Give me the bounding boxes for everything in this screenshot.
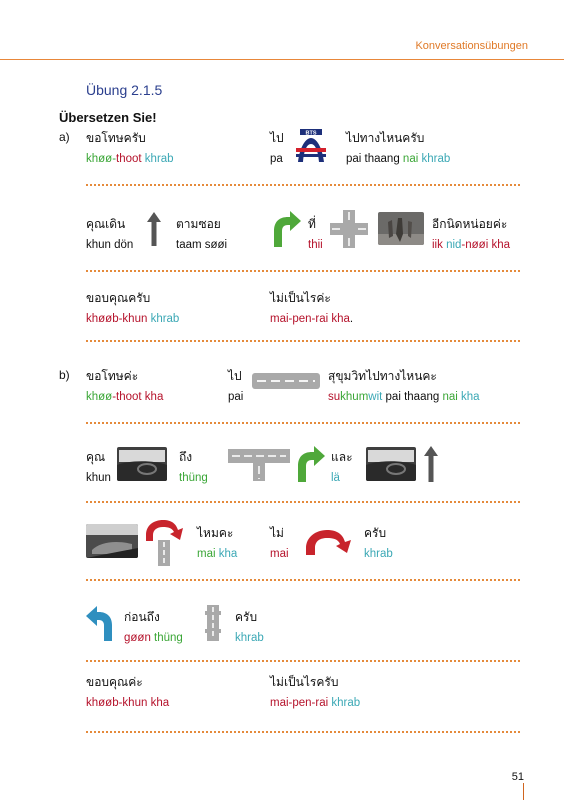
- thai-text: ไม่เป็นไรครับ: [270, 675, 339, 689]
- car-interior-photo: [86, 524, 138, 558]
- exercise-title: Übung 2.1.5: [86, 82, 163, 98]
- left-turn-arrow-icon: [86, 605, 116, 646]
- transliteration: lä: [331, 472, 340, 484]
- transliteration: mai-pen-rai khrab: [270, 697, 361, 709]
- transliteration: khun: [86, 472, 111, 484]
- answer-line[interactable]: [86, 184, 520, 186]
- transliteration: sukhumwit pai thaang nai kha: [328, 391, 480, 403]
- dashed-road-icon: [252, 373, 320, 394]
- thai-text: ถึง: [179, 450, 193, 464]
- thai-text: ครับ: [235, 610, 258, 624]
- transliteration: iik nid-nøøi kha: [432, 239, 510, 251]
- a-r1-word3: [346, 129, 450, 165]
- a-r3-word2: [270, 289, 353, 325]
- b-r3-word3: [364, 524, 393, 560]
- thai-text: ขอโทษค่ะ: [86, 369, 139, 383]
- u-turn-arrow-icon: [302, 529, 352, 560]
- thai-text: ขอบคุณค่ะ: [86, 675, 143, 689]
- a-r1-word2: [270, 129, 284, 165]
- straight-road-icon: [158, 540, 170, 571]
- b-r3-word2: [270, 524, 289, 560]
- a-r1-word1: [86, 129, 174, 165]
- transliteration: thii: [308, 239, 323, 251]
- right-turn-arrow-icon: [270, 209, 302, 252]
- page-number: 51: [511, 771, 524, 783]
- transliteration: khøøb-khun kha: [86, 697, 170, 709]
- transliteration: pai: [228, 391, 244, 403]
- transliteration: gøøn thüng: [124, 632, 183, 644]
- thai-text: ที่: [308, 217, 316, 231]
- t-junction-icon: [228, 449, 290, 486]
- running-header: Konversationsübungen: [415, 40, 528, 52]
- thai-text: ไม่เป็นไรค่ะ: [270, 291, 331, 305]
- transliteration: pa: [270, 153, 283, 165]
- thai-text: และ: [331, 450, 353, 464]
- transliteration: khøø-thoot khrab: [86, 153, 174, 165]
- transliteration: thüng: [179, 472, 208, 484]
- up-arrow-icon: [147, 212, 161, 251]
- b-r2-word3: [331, 448, 353, 484]
- thai-text: สุขุมวิทไปทางไหนคะ: [328, 369, 437, 383]
- transliteration: mai: [270, 548, 289, 560]
- up-arrow-icon: [424, 446, 438, 487]
- transliteration: taam søøi: [176, 239, 228, 251]
- car-photo: [117, 447, 167, 481]
- transliteration: pai thaang nai khrab: [346, 153, 451, 165]
- exercise-instruction: Übersetzen Sie!: [59, 110, 157, 125]
- transliteration: khøø-thoot kha: [86, 391, 164, 403]
- thai-text: ไปทางไหนครับ: [346, 131, 425, 145]
- answer-line[interactable]: [86, 501, 520, 503]
- bts-logo-icon: [294, 128, 328, 164]
- thai-text: ครับ: [364, 526, 387, 540]
- thai-text: ไป: [228, 369, 242, 383]
- thai-text: คุณ: [86, 450, 106, 464]
- answer-line[interactable]: [86, 660, 520, 662]
- car-photo: [366, 447, 416, 481]
- b-r4-word1: [124, 608, 183, 644]
- street-photo: [378, 212, 424, 245]
- answer-line[interactable]: [86, 270, 520, 272]
- answer-line[interactable]: [86, 422, 520, 424]
- transliteration: khun dön: [86, 239, 134, 251]
- b-r2-word1: [86, 448, 111, 484]
- thai-text: ไม่: [270, 526, 284, 540]
- b-r5-word1: [86, 673, 169, 709]
- transliteration: khøøb-khun khrab: [86, 313, 180, 325]
- thai-text: คุณเดิน: [86, 217, 126, 231]
- b-r4-word2: [235, 608, 264, 644]
- page-marker: [523, 783, 524, 800]
- section-b-label: b): [59, 368, 70, 382]
- answer-line[interactable]: [86, 579, 520, 581]
- right-turn-arrow-icon: [294, 444, 326, 487]
- transliteration: khrab: [364, 548, 393, 560]
- section-a-label: a): [59, 130, 70, 144]
- thai-text: ก่อนถึง: [124, 610, 160, 624]
- header-rule: [0, 59, 564, 60]
- answer-line[interactable]: [86, 340, 520, 342]
- thai-text: ขอบคุณครับ: [86, 291, 151, 305]
- a-r2-word1: [86, 215, 133, 251]
- b-r2-word2: [179, 448, 208, 484]
- svg-text:BTS: BTS: [305, 130, 317, 137]
- thai-text: ขอโทษครับ: [86, 131, 146, 145]
- a-r2-word2: [176, 215, 227, 251]
- transliteration: mai-pen-rai kha.: [270, 313, 354, 325]
- thai-text: ไหมคะ: [197, 526, 234, 540]
- thai-text: ไป: [270, 131, 284, 145]
- straight-road-icon: [205, 605, 221, 646]
- answer-line[interactable]: [86, 731, 520, 733]
- b-r1-word2: [228, 367, 243, 403]
- thai-text: อีกนิดหน่อยค่ะ: [432, 217, 508, 231]
- b-r1-word3: [328, 367, 480, 403]
- transliteration: khrab: [235, 632, 264, 644]
- crossroads-icon: [330, 210, 368, 253]
- transliteration: mai kha: [197, 548, 238, 560]
- a-r2-word3: [308, 215, 323, 251]
- thai-text: ตามซอย: [176, 217, 221, 231]
- a-r2-word4: [432, 215, 510, 251]
- b-r5-word2: [270, 673, 360, 709]
- b-r1-word1: [86, 367, 163, 403]
- a-r3-word1: [86, 289, 179, 325]
- b-r3-word1: [197, 524, 237, 560]
